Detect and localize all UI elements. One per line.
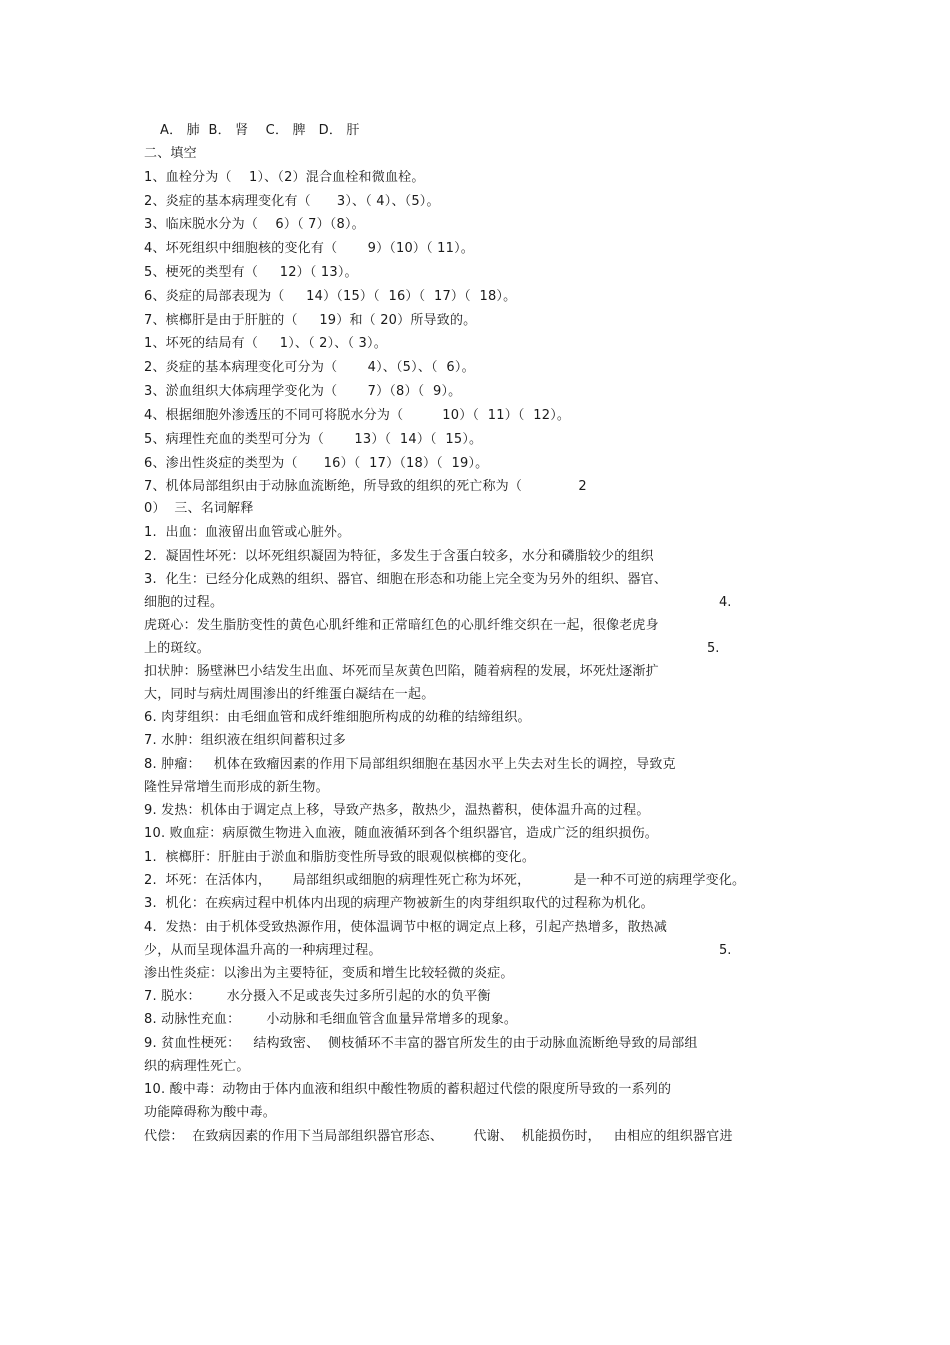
fill-item: 3、淤血组织大体病理学变化为（ 7）（8）（ 9）。 [144,384,462,399]
definition-line: 代偿： 在致病因素的作用下当局部组织器官形态、 代谢、 机能损伤时， 由相应的组织器官进 [144,1129,733,1144]
definition-line: 3. 机化：在疾病过程中机体内出现的病理产物被新生的肉芽组织取代的过程称为机化。 [144,896,654,911]
definition-line: 2. 坏死：在活体内， 局部组织或细胞的病理性死亡称为坏死， 是一种不可逆的病理学变化。 [144,873,746,888]
definition-line: 8. 动脉性充血： 小动脉和毛细血管含血量异常增多的现象。 [144,1012,518,1027]
item-number: 5. [719,943,732,958]
fill-item: 3、临床脱水分为（ 6）（ 7）（8）。 [144,217,365,232]
definition-line: 4. 发热：由于机体受致热源作用，使体温调节中枢的调定点上移，引起产热增多，散热减 [144,920,668,935]
definition-line: 虎斑心：发生脂肪变性的黄色心肌纤维和正常暗红色的心肌纤维交织在一起，很像老虎身 [144,618,659,633]
definition-line: 渗出性炎症：以渗出为主要特征，变质和增生比较轻微的炎症。 [144,966,514,981]
definition-line: 9. 发热：机体由于调定点上移，导致产热多，散热少，温热蓄积，使体温升高的过程。 [144,803,650,818]
definition-line: 8. 肿瘤： 机体在致瘤因素的作用下局部组织细胞在基因水平上失去对生长的调控，导致克 [144,757,676,772]
item-number: 4. [719,595,732,610]
definition-line: 少，从而呈现体温升高的一种病理过程。 [144,943,382,958]
definition-line: 隆性异常增生而形成的新生物。 [144,780,329,795]
definition-line: 3. 化生：已经分化成熟的组织、器官、细胞在形态和功能上完全变为另外的组织、器官、 [144,572,668,587]
definition-line: 1. 出血：血液留出血管或心脏外。 [144,525,351,540]
fill-item: 2、炎症的基本病理变化可分为（ 4）、（5）、（ 6）。 [144,360,475,375]
definition-line: 6. 肉芽组织：由毛细血管和成纤维细胞所构成的幼稚的结缔组织。 [144,710,531,725]
fill-item: 4、坏死组织中细胞核的变化有（ 9）（10）（ 11）。 [144,241,474,256]
options-line: A． 肺 B． 肾 C． 脾 D． 肝 [160,123,360,138]
item-number: 5. [707,641,720,656]
definition-line: 功能障碍称为酸中毒。 [144,1105,277,1120]
section-fill-title: 二、填空 [144,146,197,161]
section-definitions-title: 0） 三、名词解释 [144,501,254,516]
fill-item: 6、渗出性炎症的类型为（ 16）（ 17）（18）（ 19）。 [144,456,489,471]
definition-line: 7. 脱水： 水分摄入不足或丧失过多所引起的水的负平衡 [144,989,491,1004]
definition-line: 7. 水肿：组织液在组织间蓄积过多 [144,733,346,748]
fill-item: 7、机体局部组织由于动脉血流断绝，所导致的组织的死亡称为（ 2 [144,479,587,494]
definition-line: 10. 酸中毒：动物由于体内血液和组织中酸性物质的蓄积超过代偿的限度所导致的一系列的 [144,1082,672,1097]
definition-line: 9. 贫血性梗死： 结构致密、 侧枝循环不丰富的器官所发生的由于动脉血流断绝导致的局部组 [144,1036,698,1051]
fill-item: 5、病理性充血的类型可分为（ 13）（ 14）（ 15）。 [144,432,483,447]
fill-item: 4、根据细胞外渗透压的不同可将脱水分为（ 10）（ 11）（ 12）。 [144,408,571,423]
definition-line: 10. 败血症：病原微生物进入血液，随血液循环到各个组织器官，造成广泛的组织损伤。 [144,826,659,841]
fill-item: 2、炎症的基本病理变化有（ 3）、（ 4）、（5）。 [144,194,440,209]
fill-item: 1、坏死的结局有（ 1）、（ 2）、（ 3）。 [144,336,387,351]
fill-item: 7、槟榔肝是由于肝脏的（ 19）和（ 20）所导致的。 [144,313,477,328]
fill-item: 5、梗死的类型有（ 12）（ 13）。 [144,265,358,280]
definition-line: 织的病理性死亡。 [144,1059,250,1074]
fill-item: 6、炎症的局部表现为（ 14）（15）（ 16）（ 17）（ 18）。 [144,289,517,304]
definition-line: 2. 凝固性坏死：以坏死组织凝固为特征，多发生于含蛋白较多，水分和磷脂较少的组织 [144,549,654,564]
definition-line: 扣状肿：肠壁淋巴小结发生出血、坏死而呈灰黄色凹陷，随着病程的发展，坏死灶逐渐扩 [144,664,659,679]
definition-line: 细胞的过程。 [144,595,224,610]
definition-line: 1. 槟榔肝：肝脏由于淤血和脂肪变性所导致的眼观似槟榔的变化。 [144,850,536,865]
fill-item: 1、血栓分为（ 1）、（2）混合血栓和微血栓。 [144,170,425,185]
definition-line: 大，同时与病灶周围渗出的纤维蛋白凝结在一起。 [144,687,435,702]
definition-line: 上的斑纹。 [144,641,211,656]
